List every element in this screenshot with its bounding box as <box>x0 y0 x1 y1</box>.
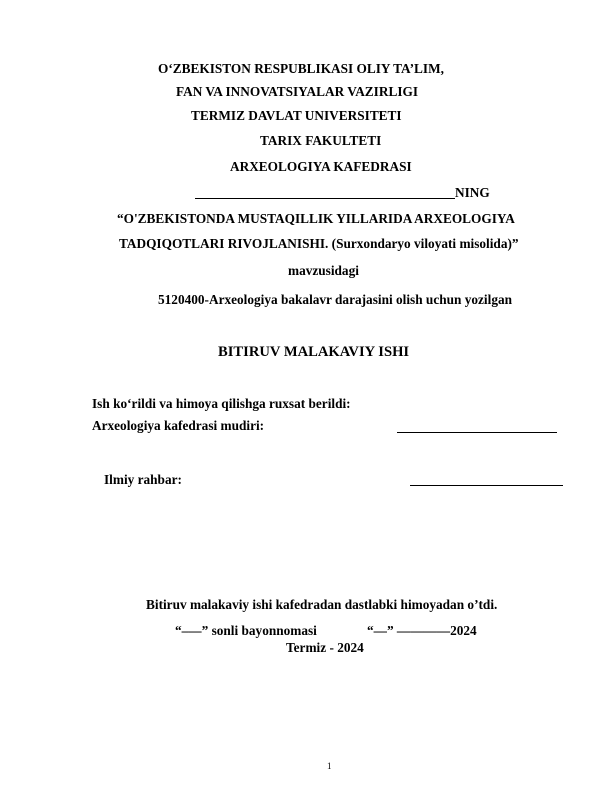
topic-line1: “O'ZBEKISTONDA MUSTAQILLIK YILLARIDA ARXEOLOGIYA <box>117 211 515 226</box>
document-title: BITIRUV MALAKAVIY ISHI <box>218 344 410 360</box>
defense-statement: Bitiruv malakaviy ishi kafedradan dastlabki himoyadan o’tdi. <box>146 597 498 612</box>
place-year: Termiz - 2024 <box>286 640 364 655</box>
department-head-signature-line <box>397 432 557 433</box>
department-head-label: Arxeologiya kafedrasi mudiri: <box>92 418 265 433</box>
header-department: ARXEOLOGIYA KAFEDRASI <box>230 159 412 174</box>
supervisor-signature-line <box>410 485 563 486</box>
author-suffix: NING <box>455 185 490 200</box>
mavzusidagi-label: mavzusidagi <box>288 263 359 278</box>
header-university: TERMIZ DAVLAT UNIVERSITETI <box>191 108 402 123</box>
header-faculty: TARIX FAKULTETI <box>260 133 382 148</box>
topic-line2: TADQIQOTLARI RIVOJLANISHI. (Surxondaryo viloyati misolida)” <box>119 236 519 251</box>
protocol-number: “–—” sonli bayonnomasi <box>175 623 317 638</box>
header-ministry-line2: FAN VA INNOVATSIYALAR VAZIRLIGI <box>176 84 419 99</box>
protocol-date: “—” ————2024 <box>367 623 477 638</box>
author-name-blank <box>195 198 455 199</box>
page-number: 1 <box>327 761 332 771</box>
permission-statement: Ish ko‘rildi va himoya qilishga ruxsat berildi: <box>92 396 351 411</box>
header-ministry-line1: O‘ZBEKISTON RESPUBLIKASI OLIY TA’LIM, <box>158 61 444 76</box>
degree-line: 5120400-Arxeologiya bakalavr darajasini olish uchun yozilgan <box>158 292 513 307</box>
supervisor-label: Ilmiy rahbar: <box>104 472 182 487</box>
